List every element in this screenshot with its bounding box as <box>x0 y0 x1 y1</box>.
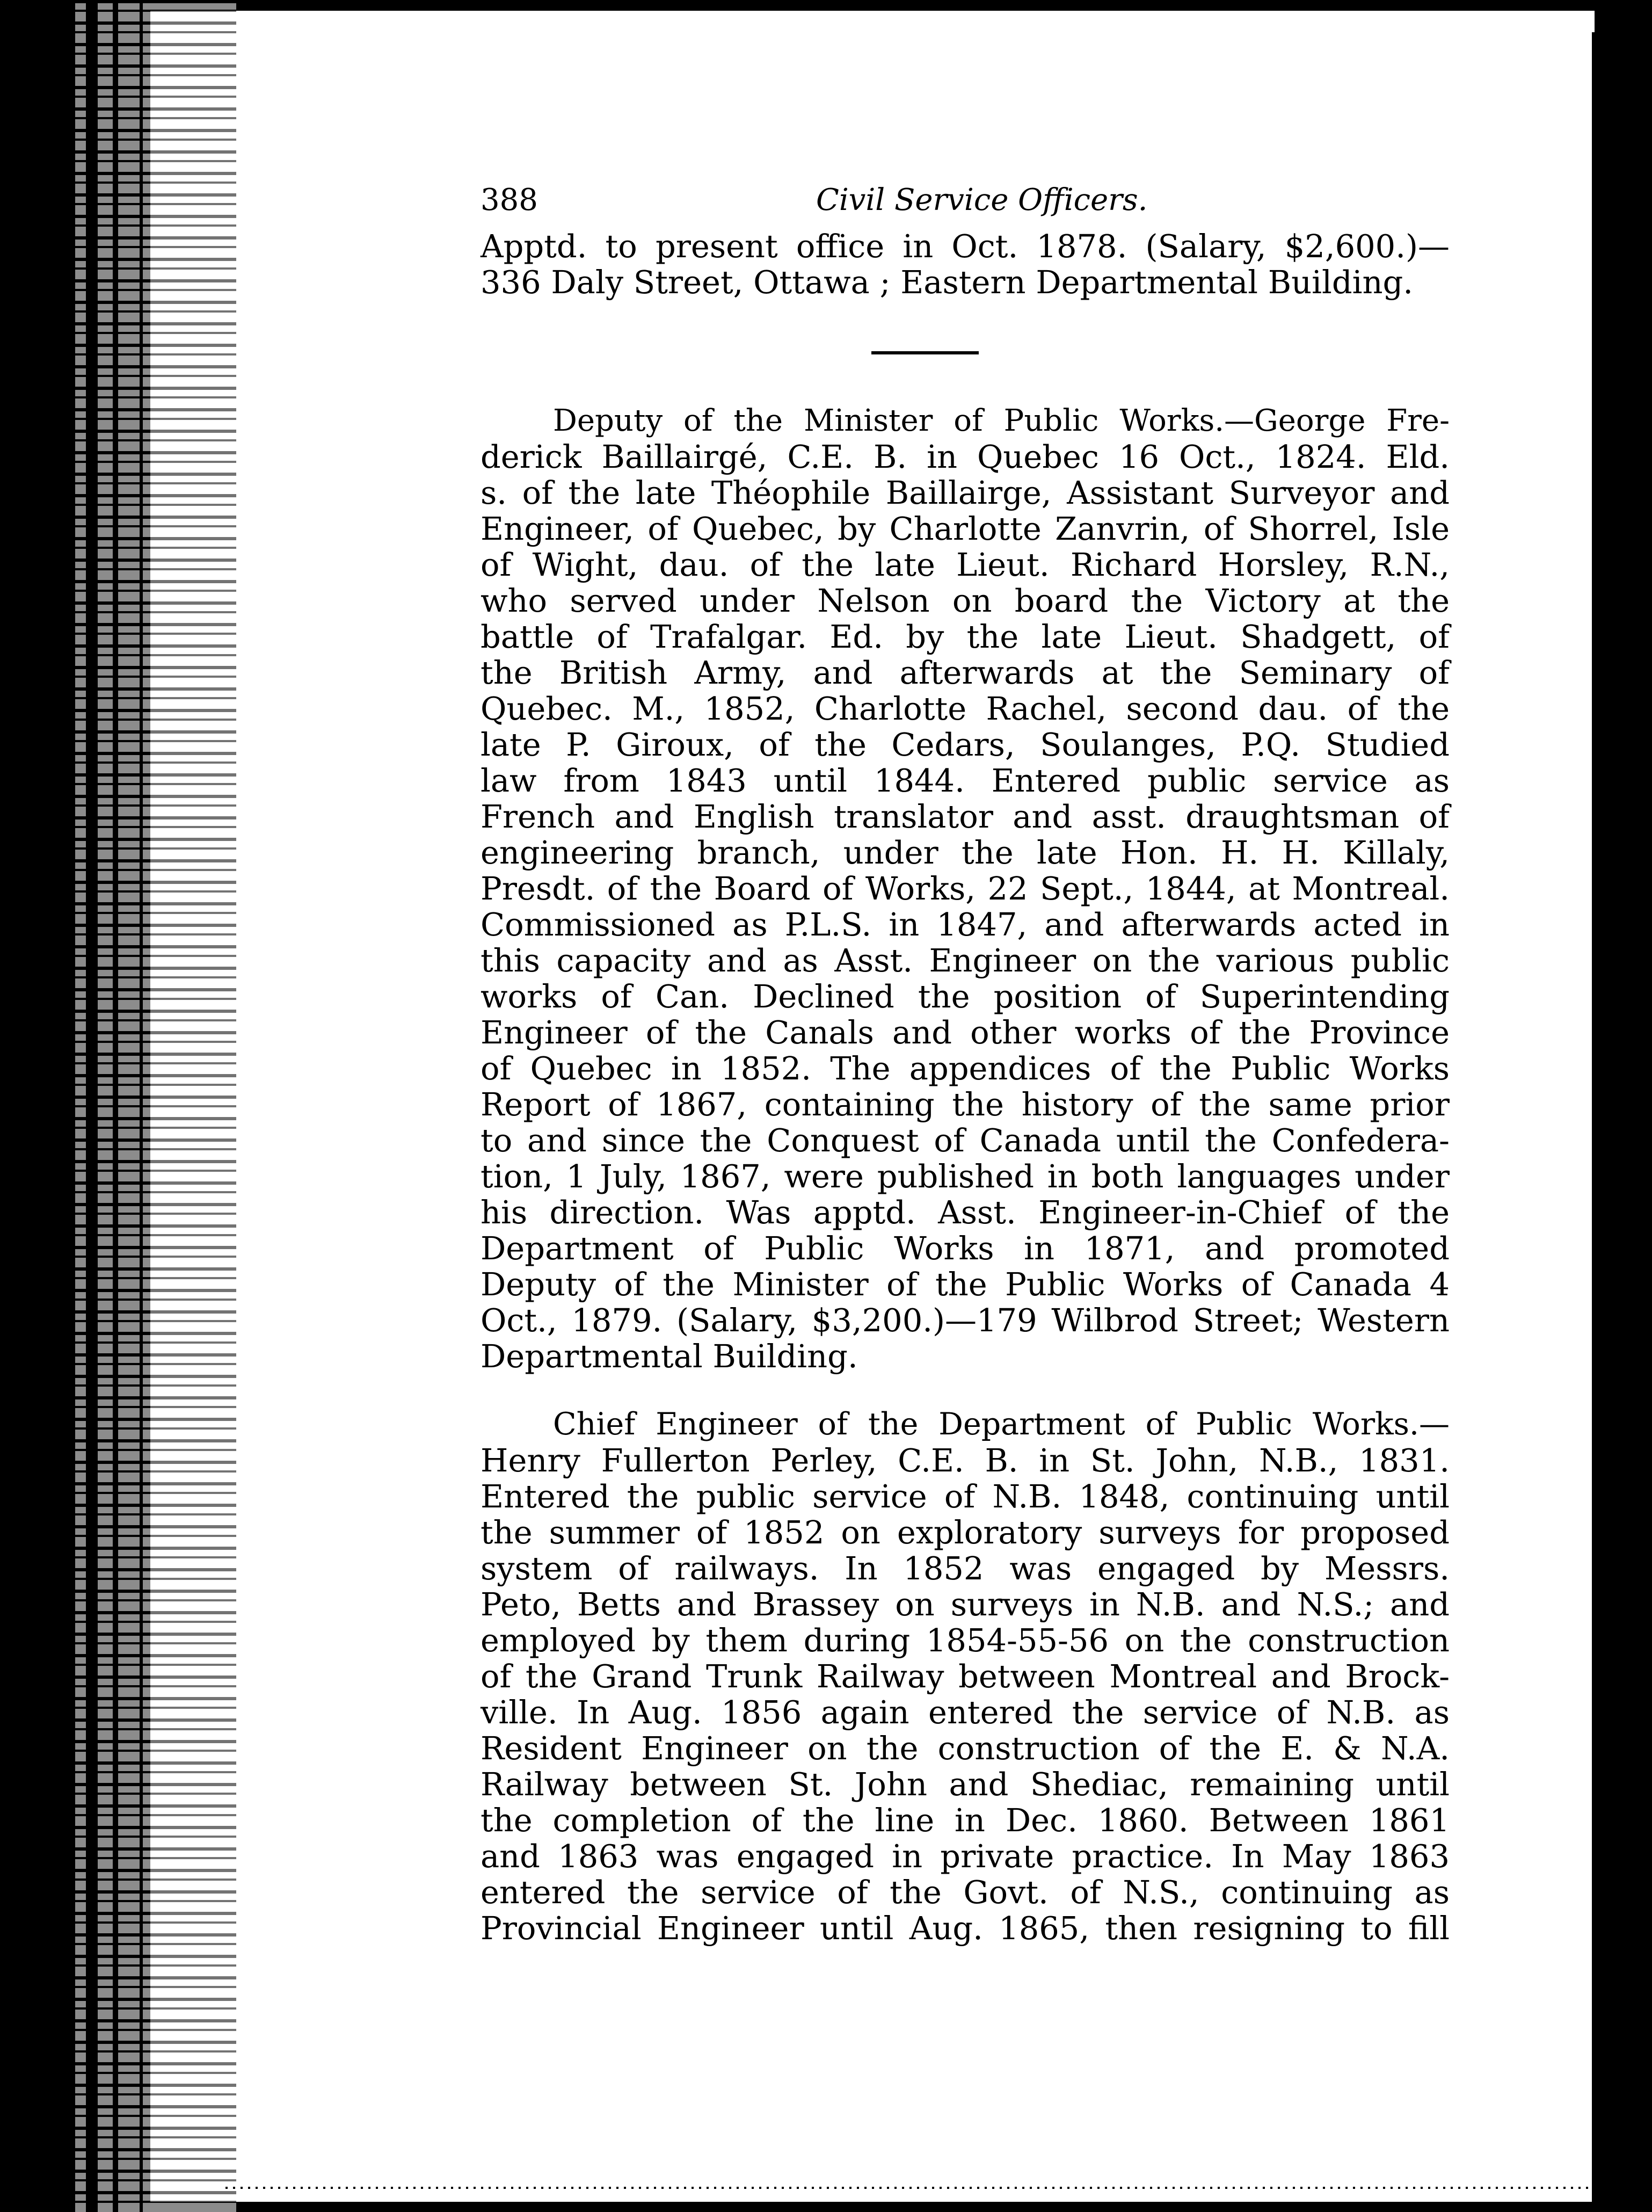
paragraph-gap <box>481 1374 1450 1406</box>
text-line: French and English translator and asst. draughtsman of <box>481 798 1450 835</box>
text-line: Chief Engineer of the Department of Public Works.— <box>553 1406 1450 1442</box>
text-line: of Wight, dau. of the late Lieut. Richard Horsley, R.N., <box>481 546 1450 583</box>
entry-deputy-minister <box>481 403 1450 1374</box>
text-line: works of Can. Declined the position of Superintending <box>481 978 1450 1015</box>
text-line: engineering branch, under the late Hon. H. H. Killaly, <box>481 834 1450 871</box>
page-number: 388 <box>481 183 538 217</box>
text-line: Entered the public service of N.B. 1848, continuing until <box>481 1478 1450 1515</box>
gutter-line <box>140 0 143 2212</box>
page-bottom-edge <box>225 2187 1589 2189</box>
text-line: Engineer, of Quebec, by Charlotte Zanvrin, of Shorrel, Isle <box>481 510 1450 547</box>
running-title: Civil Service Officers. <box>816 183 1148 217</box>
text-line: battle of Trafalgar. Ed. by the late Lieut. Shadgett, of <box>481 618 1450 655</box>
text-line: Railway between St. John and Shediac, remaining until <box>481 1766 1450 1803</box>
text-line: 336 Daly Street, Ottawa ; Eastern Departmental Building. <box>481 264 1414 301</box>
text-line: Departmental Building. <box>481 1338 858 1375</box>
page-text <box>481 177 1450 1946</box>
text-line: Oct., 1879. (Salary, $3,200.)—179 Wilbrod Street; Western <box>481 1302 1450 1339</box>
text-line: law from 1843 until 1844. Entered public service as <box>481 762 1450 799</box>
binding-gutter <box>75 0 236 2212</box>
section-rule <box>871 351 979 354</box>
entry-chief-engineer <box>481 1406 1450 1946</box>
text-line: Presdt. of the Board of Works, 22 Sept., 1844, at Montreal. <box>481 870 1450 907</box>
text-line: s. of the late Théophile Baillairge, Assistant Surveyor and <box>481 474 1450 511</box>
text-line: entered the service of the Govt. of N.S., continuing as <box>481 1874 1450 1911</box>
text-line: tion, 1 July, 1867, were published in both languages under <box>481 1158 1450 1195</box>
text-line: Commissioned as P.L.S. in 1847, and afterwards acted in <box>481 906 1450 943</box>
text-line: his direction. Was apptd. Asst. Engineer-in-Chief of the <box>481 1194 1450 1231</box>
text-line: derick Baillairgé, C.E. B. in Quebec 16 Oct., 1824. Eld. <box>481 438 1450 475</box>
text-line: Engineer of the Canals and other works of the Province <box>481 1014 1450 1051</box>
text-line: to and since the Conquest of Canada until the Confedera- <box>481 1122 1450 1159</box>
text-line: Deputy of the Minister of Public Works.—George Fre- <box>553 403 1450 438</box>
text-line: and 1863 was engaged in private practice. In May 1863 <box>481 1838 1450 1875</box>
entry-previous <box>481 228 1450 300</box>
text-line: who served under Nelson on board the Victory at the <box>481 582 1450 619</box>
text-line: Report of 1867, containing the history of the same prior <box>481 1086 1450 1123</box>
page-right-edge <box>1592 32 1598 2207</box>
text-line: the British Army, and afterwards at the Seminary of <box>481 654 1450 691</box>
running-head <box>481 177 1450 228</box>
text-line: Provincial Engineer until Aug. 1865, then resigning to fill <box>481 1910 1450 1947</box>
text-line: Apptd. to present office in Oct. 1878. (Salary, $2,600.)— <box>481 228 1450 265</box>
gutter-line <box>113 0 118 2212</box>
text-line: employed by them during 1854-55-56 on the construction <box>481 1622 1450 1659</box>
text-line: this capacity and as Asst. Engineer on the various public <box>481 942 1450 979</box>
text-line: late P. Giroux, of the Cedars, Soulanges, P.Q. Studied <box>481 726 1450 763</box>
text-line: ville. In Aug. 1856 again entered the service of N.B. as <box>481 1694 1450 1731</box>
text-line: Henry Fullerton Perley, C.E. B. in St. John, N.B., 1831. <box>481 1442 1450 1479</box>
text-line: the summer of 1852 on exploratory surveys for proposed <box>481 1514 1450 1551</box>
gutter-line <box>86 0 98 2212</box>
text-line: Deputy of the Minister of the Public Works of Canada 4 <box>481 1266 1450 1303</box>
text-line: Resident Engineer on the construction of the E. & N.A. <box>481 1730 1450 1767</box>
text-line: Peto, Betts and Brassey on surveys in N.B. and N.S.; and <box>481 1586 1450 1623</box>
text-line: system of railways. In 1852 was engaged by Messrs. <box>481 1550 1450 1587</box>
text-line: Department of Public Works in 1871, and promoted <box>481 1230 1450 1267</box>
text-line: of Quebec in 1852. The appendices of the Public Works <box>481 1050 1450 1087</box>
text-line: the completion of the line in Dec. 1860. Between 1861 <box>481 1802 1450 1839</box>
text-line: Quebec. M., 1852, Charlotte Rachel, second dau. of the <box>481 690 1450 727</box>
text-line: of the Grand Trunk Railway between Montreal and Brock- <box>481 1658 1450 1695</box>
